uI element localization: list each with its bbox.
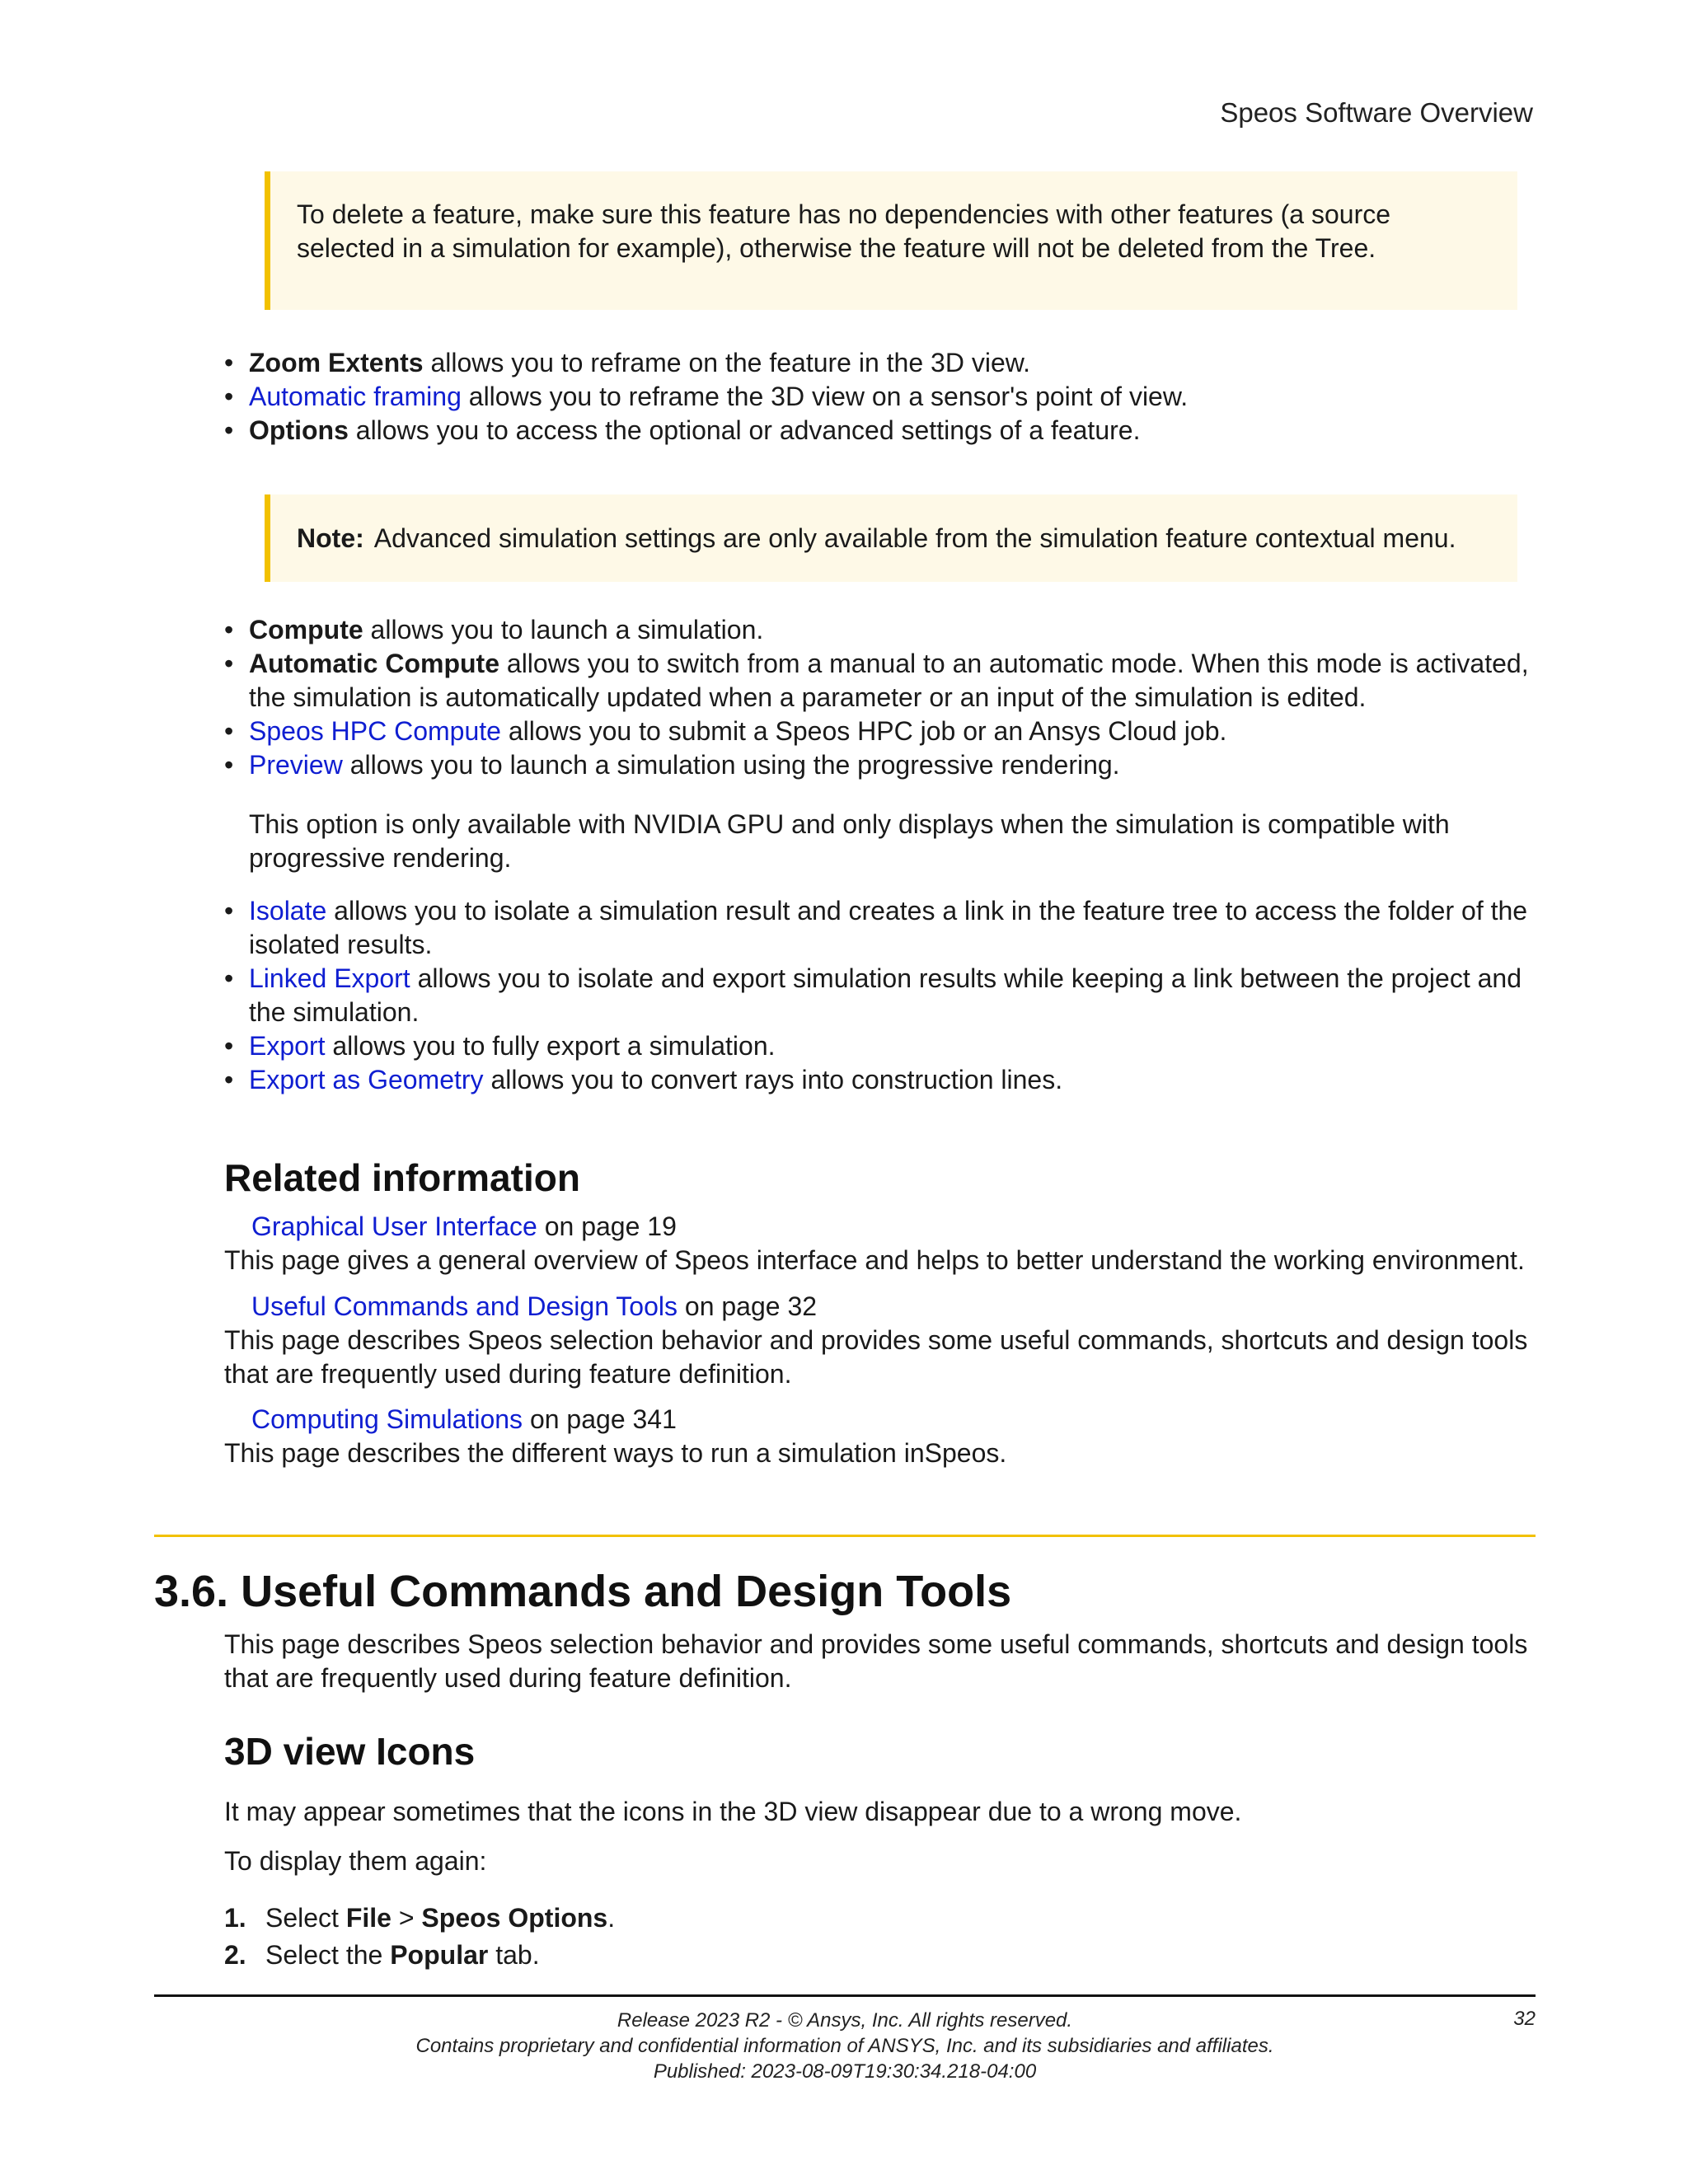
list-item: [224, 715, 1543, 748]
footer-divider: [154, 1994, 1536, 1997]
isolate-link[interactable]: Isolate: [249, 896, 327, 926]
term: Options: [249, 415, 349, 445]
term: Zoom Extents: [249, 348, 424, 377]
list-item: [224, 613, 1543, 647]
list-item-text: allows you to reframe on the feature in the 3D view.: [423, 348, 1030, 377]
info-note-text: Advanced simulation settings are only available from the simulation feature contextual menu.: [373, 523, 1456, 553]
computing-simulations-link[interactable]: Computing Simulations: [251, 1404, 523, 1434]
preview-note-paragraph: This option is only available with NVIDIA GPU and only displays when the simulation is compatible with progressive rendering.: [249, 809, 1450, 873]
step-number: 1.: [224, 1903, 246, 1933]
step-number: 2.: [224, 1940, 246, 1970]
list-item-text: allows you to fully export a simulation.: [325, 1031, 776, 1061]
running-header: Speos Software Overview: [1220, 97, 1533, 128]
export-as-geometry-link[interactable]: Export as Geometry: [249, 1065, 484, 1094]
page-reference: on page 19: [537, 1212, 677, 1241]
term: Compute: [249, 615, 363, 644]
list-item: [224, 962, 1543, 1029]
step-text-part: >: [391, 1903, 422, 1933]
section-intro: This page describes Speos selection behavior and provides some useful commands, shortcuts and design tools that are frequently used during feature definition.: [224, 1629, 1528, 1693]
list-item: [224, 414, 1543, 448]
related-item-description: This page describes Speos selection behavior and provides some useful commands, shortcuts and design tools that are frequently used during feature definition.: [224, 1325, 1528, 1389]
list-item: [224, 380, 1543, 414]
speos-hpc-compute-link[interactable]: Speos HPC Compute: [249, 716, 501, 746]
list-item: [224, 1029, 1543, 1063]
useful-commands-link[interactable]: Useful Commands and Design Tools: [251, 1291, 678, 1321]
list-item-text: allows you to switch from a manual to an automatic mode. When this mode is activated, the simulation is automatically updated when a parameter or an input of the simulation is edited.: [249, 649, 1529, 712]
automatic-framing-link[interactable]: Automatic framing: [249, 382, 462, 411]
list-item-text: allows you to launch a simulation using the progressive rendering.: [342, 750, 1120, 780]
page-reference: on page 32: [678, 1291, 818, 1321]
step-text-part: Select the: [265, 1940, 391, 1970]
page-footer: [154, 2008, 1536, 2084]
section-title: 3.6. Useful Commands and Design Tools: [154, 1567, 1012, 1616]
preview-link[interactable]: Preview: [249, 750, 343, 780]
related-item: [251, 1290, 817, 1324]
list-item-text: allows you to convert rays into construction lines.: [483, 1065, 1063, 1094]
menu-speos-options: Speos Options: [421, 1903, 608, 1933]
list-item: [224, 748, 1543, 782]
context-menu-options-list-2: [224, 613, 1543, 782]
related-information-heading: Related information: [224, 1156, 580, 1199]
section-divider: [154, 1535, 1536, 1537]
warning-note-text: To delete a feature, make sure this feature has no dependencies with other features (a source selected in a simulation for example), otherwise the feature will not be deleted from the Tree.: [297, 199, 1391, 263]
paragraph: To display them again:: [224, 1846, 487, 1876]
list-item: [224, 1063, 1543, 1097]
step-item: [224, 1900, 615, 1937]
sub-heading: 3D view Icons: [224, 1730, 476, 1773]
footer-published: Published: 2023-08-09T19:30:34.218-04:00: [653, 2060, 1037, 2083]
export-link[interactable]: Export: [249, 1031, 326, 1061]
footer-confidential: Contains proprietary and confidential information of ANSYS, Inc. and its subsidiaries and affiliates.: [415, 2035, 1274, 2057]
term: Automatic Compute: [249, 649, 499, 678]
footer-copyright: Release 2023 R2 - © Ansys, Inc. All rights reserved.: [617, 2009, 1073, 2032]
list-item: [224, 647, 1543, 715]
graphical-user-interface-link[interactable]: Graphical User Interface: [251, 1212, 537, 1241]
related-item-description: This page gives a general overview of Speos interface and helps to better understand the working environment.: [224, 1245, 1525, 1275]
list-item-text: allows you to isolate a simulation result and creates a link in the feature tree to access the folder of the isolated results.: [249, 896, 1528, 959]
steps-list: [224, 1900, 615, 1974]
paragraph: It may appear sometimes that the icons in the 3D view disappear due to a wrong move.: [224, 1797, 1242, 1826]
step-item: [224, 1937, 615, 1974]
related-item: [251, 1210, 677, 1244]
step-text: [265, 1900, 615, 1937]
related-item-description: This page describes the different ways to run a simulation inSpeos.: [224, 1438, 1007, 1468]
step-text: [265, 1937, 540, 1974]
page-reference: on page 341: [523, 1404, 677, 1434]
linked-export-link[interactable]: Linked Export: [249, 963, 410, 993]
list-item: [224, 346, 1543, 380]
step-text-part: Select: [265, 1903, 346, 1933]
list-item-text: allows you to submit a Speos HPC job or an Ansys Cloud job.: [500, 716, 1227, 746]
list-item-text: allows you to launch a simulation.: [363, 615, 764, 644]
menu-file: File: [345, 1903, 392, 1933]
context-menu-options-list-3: [224, 894, 1543, 1097]
page-number: 32: [1513, 2008, 1536, 2030]
context-menu-options-list-1: [224, 346, 1543, 448]
warning-note: [265, 171, 1517, 310]
tab-popular: Popular: [390, 1940, 489, 1970]
step-text-part: .: [607, 1903, 616, 1933]
list-item: [224, 894, 1543, 962]
list-item-text: allows you to access the optional or advanced settings of a feature.: [348, 415, 1141, 445]
step-text-part: tab.: [488, 1940, 540, 1970]
note-label: Note:: [297, 523, 364, 553]
related-item: [251, 1403, 677, 1436]
list-item-text: allows you to isolate and export simulation results while keeping a link between the project and the simulation.: [249, 963, 1522, 1027]
list-item-text: allows you to reframe the 3D view on a sensor's point of view.: [461, 382, 1189, 411]
info-note: [265, 494, 1517, 582]
